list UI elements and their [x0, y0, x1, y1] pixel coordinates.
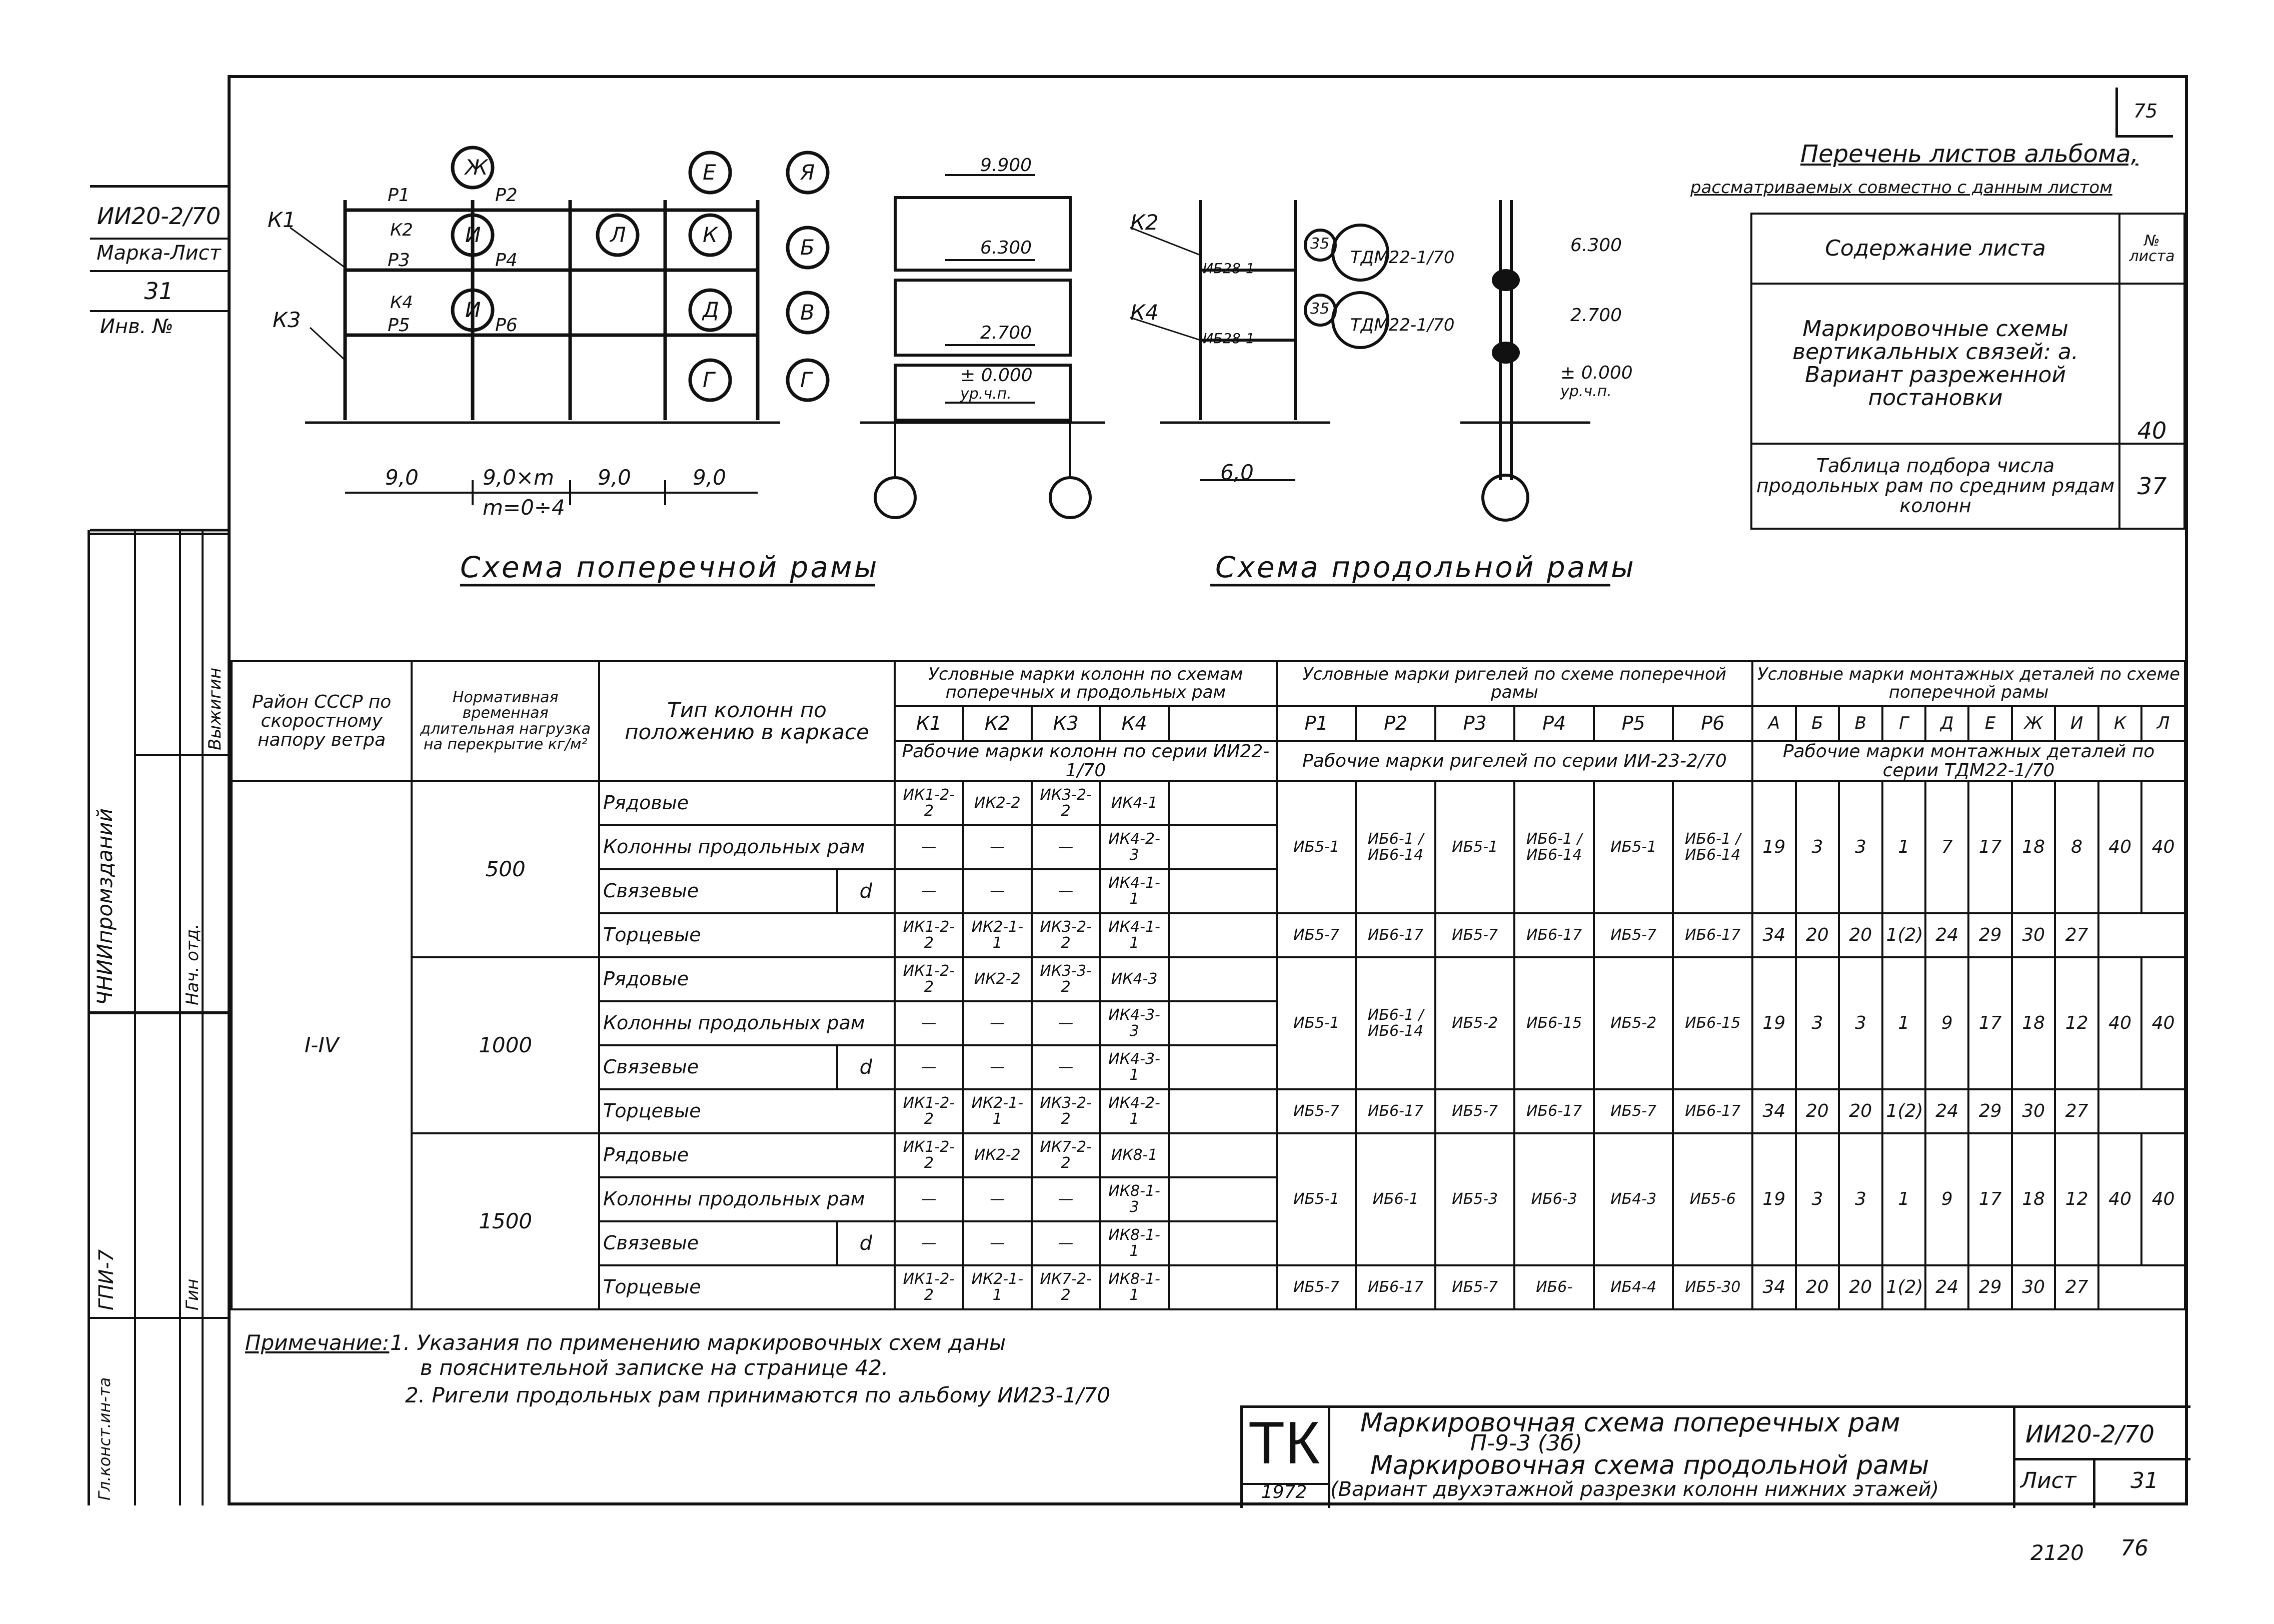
footer-num-1: 2120	[2030, 1540, 2084, 1565]
footer-num-2: 76	[2120, 1535, 2148, 1561]
hdr-d-4: Д	[1925, 706, 1968, 741]
rig-mark-cell: ИБ6-17	[1673, 1089, 1752, 1133]
long-det-series-2: ТДМ22-1/70	[1350, 315, 1455, 335]
type-cell: Связевые	[599, 1045, 837, 1089]
long-det-series-1: ТДМ22-1/70	[1350, 248, 1455, 268]
type-cell: Рядовые	[599, 957, 895, 1001]
list-table	[1750, 213, 2185, 530]
col-mark-cell: —	[963, 869, 1032, 913]
hdr-rig-series: Рабочие марки ригелей по серии ИИ-23-2/70	[1277, 741, 1752, 781]
det-mark-cell: 30	[2012, 913, 2055, 957]
col-mark-cell: ИК2-1-1	[963, 1265, 1032, 1309]
hdr-p5: Р5	[1594, 706, 1673, 741]
type-cell: Связевые	[599, 869, 837, 913]
rig-mark-cell: ИБ5-30	[1673, 1265, 1752, 1309]
det-mark-cell: 1	[1882, 1133, 1925, 1265]
hdr-k1: К1	[895, 706, 963, 741]
col-mark-cell: ИК4-3-3	[1100, 1001, 1169, 1045]
det-mark-cell: 34	[1752, 1089, 1795, 1133]
hdr-col-marks: Условные марки колонн по схемам поперечных и продольных рам	[895, 661, 1277, 706]
type-cell: Колонны продольных рам	[599, 1177, 895, 1221]
label-p6: Р6	[495, 315, 518, 336]
elev-level: ур.ч.п.	[960, 385, 1012, 403]
det-mark-cell: 17	[1968, 957, 2011, 1089]
det-mark-cell: 40	[2098, 1133, 2141, 1265]
long-label-k4: К4	[1130, 300, 1159, 325]
det-mark-cell: 40	[2141, 781, 2185, 913]
col-mark-cell: ИК3-2-2	[1032, 1089, 1100, 1133]
list-row-1-text: Маркировочные схемы вертикальных связей: а. Вариант разреженной постановки	[1751, 284, 2119, 444]
hdr-p3: Р3	[1435, 706, 1515, 741]
hdr-type: Тип колонн по положению в каркасе	[599, 661, 895, 781]
rig-mark-cell: ИБ6-1 / ИБ6-14	[1356, 781, 1435, 913]
det-mark-cell: 29	[1968, 913, 2011, 957]
empty-cell	[1169, 869, 1277, 913]
empty-cell	[1169, 1133, 1277, 1177]
signature-strip	[88, 530, 230, 1505]
empty-cell	[2098, 1265, 2185, 1309]
rig-mark-cell: ИБ5-3	[1435, 1133, 1515, 1265]
stamp-code: ИИ20-2/70	[97, 203, 221, 230]
load-cell: 1000	[412, 957, 599, 1133]
col-mark-cell: —	[895, 1045, 963, 1089]
col-mark-cell: ИК3-2-2	[1032, 781, 1100, 825]
long-elev-0000: ± 0.000	[1560, 363, 1633, 383]
col-mark-cell: ИК1-2-2	[895, 1133, 963, 1177]
col-mark-cell: ИК1-2-2	[895, 957, 963, 1001]
col-mark-cell: ИК1-2-2	[895, 913, 963, 957]
stamp-inv-label: Инв. №	[100, 315, 174, 338]
hdr-p1: Р1	[1277, 706, 1356, 741]
rig-mark-cell: ИБ5-2	[1435, 957, 1515, 1089]
label-k1: К1	[268, 208, 296, 232]
hdr-load: Нормативная временная длительная нагрузка на перекрытие кг/м²	[412, 661, 599, 781]
hdr-col-series: Рабочие марки колонн по серии ИИ22-1/70	[895, 741, 1277, 781]
col-mark-cell: ИК2-2	[963, 957, 1032, 1001]
col-mark-cell: ИК2-1-1	[963, 1089, 1032, 1133]
det-mark-cell: 19	[1752, 957, 1795, 1089]
det-mark-cell: 24	[1925, 1265, 1968, 1309]
col-mark-cell: —	[895, 1177, 963, 1221]
rig-mark-cell: ИБ4-3	[1594, 1133, 1673, 1265]
col-mark-cell: ИК2-1-1	[963, 913, 1032, 957]
rig-mark-cell: ИБ5-7	[1277, 913, 1356, 957]
hdr-d-7: И	[2055, 706, 2098, 741]
col-mark-cell: ИК3-2-2	[1032, 913, 1100, 957]
det-mark-cell: 27	[2055, 913, 2098, 957]
det-mark-cell: 9	[1925, 957, 1968, 1089]
title-year: 1972	[1261, 1482, 1307, 1502]
circle-label-zh: Ж	[465, 155, 488, 180]
empty-cell	[1169, 1265, 1277, 1309]
list-row-2-text: Таблица подбора числа продольных рам по средним рядам колонн	[1751, 444, 2119, 529]
rig-mark-cell: ИБ5-7	[1594, 913, 1673, 957]
col-mark-cell: ИК8-1-1	[1100, 1221, 1169, 1265]
det-mark-cell: 27	[2055, 1265, 2098, 1309]
rig-mark-cell: ИБ5-7	[1435, 913, 1515, 957]
col-mark-cell: ИК3-3-2	[1032, 957, 1100, 1001]
det-mark-cell: 8	[2055, 781, 2098, 913]
col-mark-cell: —	[1032, 1001, 1100, 1045]
hdr-p6: Р6	[1673, 706, 1752, 741]
hdr-d-9: Л	[2141, 706, 2185, 741]
rig-mark-cell: ИБ5-1	[1594, 781, 1673, 913]
label-p4: Р4	[495, 250, 518, 271]
rig-mark-cell: ИБ5-7	[1594, 1089, 1673, 1133]
hdr-p2: Р2	[1356, 706, 1435, 741]
empty-cell	[2098, 1089, 2185, 1133]
det-mark-cell: 1(2)	[1882, 913, 1925, 957]
table-row	[232, 1133, 2185, 1177]
span-4: 9,0	[693, 465, 726, 490]
label-k4: К4	[390, 293, 413, 313]
list-hdr-content: Содержание листа	[1751, 214, 2119, 284]
sig-name-1: Выжигин	[205, 667, 225, 750]
det-mark-cell: 12	[2055, 957, 2098, 1089]
span-3: 9,0	[598, 465, 631, 490]
det-mark-cell: 3	[1796, 1133, 1839, 1265]
col-mark-cell: ИК4-2-1	[1100, 1089, 1169, 1133]
det-mark-cell: 1(2)	[1882, 1089, 1925, 1133]
det-mark-cell: 19	[1752, 781, 1795, 913]
list-row-2-num: 37	[2119, 444, 2184, 529]
long-brace-2: ИБ28-1	[1203, 330, 1255, 347]
col-mark-cell: ИК8-1-1	[1100, 1265, 1169, 1309]
long-span: 6,0	[1220, 460, 1254, 485]
elev-9900: 9.900	[980, 155, 1032, 176]
det-mark-cell: 27	[2055, 1089, 2098, 1133]
col-mark-cell: —	[963, 825, 1032, 869]
det-mark-cell: 20	[1839, 1265, 1882, 1309]
note-2: 2. Ригели продольных рам принимаются по альбому ИИ23-1/70	[405, 1383, 1111, 1407]
col-mark-cell: ИК4-3-1	[1100, 1045, 1169, 1089]
rig-mark-cell: ИБ6-17	[1356, 1089, 1435, 1133]
det-mark-cell: 20	[1839, 913, 1882, 957]
hdr-k4: К4	[1100, 706, 1169, 741]
det-mark-cell: 9	[1925, 1133, 1968, 1265]
type-cell: Связевые	[599, 1221, 837, 1265]
col-mark-cell: —	[963, 1045, 1032, 1089]
span-2: 9,0×m	[483, 465, 554, 490]
det-mark-cell: 29	[1968, 1265, 2011, 1309]
title-code: ИИ20-2/70	[2025, 1420, 2154, 1448]
circle-label-k: К	[703, 223, 718, 247]
hdr-k-empty	[1169, 706, 1277, 741]
col-mark-cell: —	[963, 1221, 1032, 1265]
list-title-2: рассматриваемых совместно с данным листом	[1690, 178, 2112, 198]
col-mark-cell: ИК4-2-3	[1100, 825, 1169, 869]
det-mark-cell: 1	[1882, 957, 1925, 1089]
hdr-k2: К2	[963, 706, 1032, 741]
m-range: m=0÷4	[483, 495, 565, 520]
d-mark-cell: d	[837, 869, 895, 913]
det-mark-cell: 29	[1968, 1089, 2011, 1133]
det-mark-cell: 20	[1839, 1089, 1882, 1133]
region-cell: I-IV	[232, 781, 412, 1309]
empty-cell	[1169, 1045, 1277, 1089]
det-mark-cell: 20	[1796, 913, 1839, 957]
circle-label-g2: Г	[800, 368, 812, 392]
det-mark-cell: 20	[1796, 1265, 1839, 1309]
empty-cell	[1169, 1089, 1277, 1133]
col-mark-cell: ИК4-3	[1100, 957, 1169, 1001]
col-mark-cell: —	[1032, 1221, 1100, 1265]
col-mark-cell: —	[895, 1221, 963, 1265]
det-mark-cell: 18	[2012, 781, 2055, 913]
hdr-det-series: Рабочие марки монтажных деталей по серии ТДМ22-1/70	[1752, 741, 2185, 781]
rig-mark-cell: ИБ5-1	[1277, 781, 1356, 913]
hdr-d-6: Ж	[2012, 706, 2055, 741]
rig-mark-cell: ИБ5-6	[1673, 1133, 1752, 1265]
label-k3: К3	[273, 308, 301, 332]
label-p5: Р5	[388, 315, 410, 336]
label-p2: Р2	[495, 185, 518, 206]
long-frame-title: Схема продольной рамы	[1215, 550, 1636, 584]
long-elev-level: ур.ч.п.	[1560, 383, 1612, 400]
col-mark-cell: ИК8-1-3	[1100, 1177, 1169, 1221]
det-mark-cell: 18	[2012, 957, 2055, 1089]
rig-mark-cell: ИБ6-17	[1356, 1265, 1435, 1309]
det-mark-cell: 3	[1796, 957, 1839, 1089]
elev-6300: 6.300	[980, 238, 1032, 258]
rig-mark-cell: ИБ5-2	[1594, 957, 1673, 1089]
hdr-d-1: Б	[1796, 706, 1839, 741]
det-mark-cell: 1(2)	[1882, 1265, 1925, 1309]
col-mark-cell: —	[895, 825, 963, 869]
hdr-d-8: К	[2098, 706, 2141, 741]
list-hdr-num: № листа	[2119, 214, 2184, 284]
det-mark-cell: 17	[1968, 1133, 2011, 1265]
group2-name-1: Гин	[183, 1278, 203, 1310]
list-title-1: Перечень листов альбома,	[1800, 140, 2138, 168]
hdr-d-2: В	[1839, 706, 1882, 741]
col-mark-cell: ИК7-2-2	[1032, 1265, 1100, 1309]
rig-mark-cell: ИБ4-4	[1594, 1265, 1673, 1309]
empty-cell	[1169, 1001, 1277, 1045]
hdr-k3: К3	[1032, 706, 1100, 741]
empty-cell	[1169, 1221, 1277, 1265]
col-mark-cell: —	[1032, 1045, 1100, 1089]
col-mark-cell: —	[1032, 825, 1100, 869]
sig-role-1: Нач. отд.	[183, 923, 203, 1005]
d-mark-cell: d	[837, 1045, 895, 1089]
col-mark-cell: ИК1-2-2	[895, 1265, 963, 1309]
empty-cell	[1169, 957, 1277, 1001]
col-mark-cell: ИК1-2-2	[895, 1089, 963, 1133]
hdr-p4: Р4	[1514, 706, 1594, 741]
hdr-d-3: Г	[1882, 706, 1925, 741]
table-row	[232, 781, 2185, 825]
rig-mark-cell: ИБ6-17	[1673, 913, 1752, 957]
col-mark-cell: ИК2-2	[963, 781, 1032, 825]
det-mark-cell: 3	[1839, 781, 1882, 913]
long-elev-2700: 2.700	[1570, 305, 1622, 326]
notes-label: Примечание:	[245, 1330, 390, 1355]
col-mark-cell: —	[1032, 1177, 1100, 1221]
rig-mark-cell: ИБ5-7	[1435, 1089, 1515, 1133]
circle-label-d: Д	[703, 298, 719, 322]
rig-mark-cell: ИБ6-1	[1356, 1133, 1435, 1265]
rig-mark-cell: ИБ6-1 / ИБ6-14	[1673, 781, 1752, 913]
rig-mark-cell: ИБ6-15	[1673, 957, 1752, 1089]
empty-cell	[1169, 781, 1277, 825]
title-line-1: Маркировочная схема поперечных рам	[1360, 1408, 1900, 1438]
hdr-rig-marks: Условные марки ригелей по схеме поперечной рамы	[1277, 661, 1752, 706]
table-row	[232, 957, 2185, 1001]
long-elev-6300: 6.300	[1570, 235, 1622, 256]
type-cell: Торцевые	[599, 1089, 895, 1133]
empty-cell	[1169, 825, 1277, 869]
det-mark-cell: 24	[1925, 913, 1968, 957]
circle-label-i2: И	[465, 298, 481, 322]
rig-mark-cell: ИБ5-7	[1277, 1265, 1356, 1309]
det-mark-cell: 18	[2012, 1133, 2055, 1265]
title-sheet-label: Лист	[2020, 1468, 2076, 1493]
page-number: 75	[2115, 88, 2173, 138]
det-mark-cell: 34	[1752, 1265, 1795, 1309]
col-mark-cell: —	[963, 1001, 1032, 1045]
col-mark-cell: ИК4-1-1	[1100, 869, 1169, 913]
det-mark-cell: 7	[1925, 781, 1968, 913]
circle-label-e: Е	[703, 160, 716, 185]
circle-label-b: Б	[800, 235, 815, 260]
col-mark-cell: —	[1032, 869, 1100, 913]
label-k2: К2	[390, 220, 413, 240]
det-mark-cell: 3	[1796, 781, 1839, 913]
long-brace-1: ИБ28-1	[1203, 260, 1255, 277]
det-mark-cell: 3	[1839, 1133, 1882, 1265]
hdr-region: Район СССР по скоростному напору ветра	[232, 661, 412, 781]
det-mark-cell: 40	[2141, 1133, 2185, 1265]
hdr-det-marks: Условные марки монтажных деталей по схеме поперечной рамы	[1752, 661, 2185, 706]
rig-mark-cell: ИБ6-17	[1514, 913, 1594, 957]
det-mark-cell: 1	[1882, 781, 1925, 913]
group2-org: ГПИ-7	[95, 1249, 118, 1310]
empty-cell	[1169, 913, 1277, 957]
col-mark-cell: ИК7-2-2	[1032, 1133, 1100, 1177]
det-mark-cell: 40	[2098, 781, 2141, 913]
circle-label-i1: И	[465, 223, 481, 247]
load-cell: 1500	[412, 1133, 599, 1309]
elev-2700: 2.700	[980, 323, 1032, 343]
hdr-d-0: А	[1752, 706, 1795, 741]
main-table-grid	[231, 660, 2186, 1310]
long-det-num-1: 35	[1310, 235, 1330, 253]
rig-mark-cell: ИБ6-17	[1514, 1089, 1594, 1133]
load-cell: 500	[412, 781, 599, 957]
group2-role-1: Гл.конст.ин-та	[95, 1377, 114, 1500]
d-mark-cell: d	[837, 1221, 895, 1265]
rig-mark-cell: ИБ6-1 / ИБ6-14	[1356, 957, 1435, 1089]
col-mark-cell: ИК1-2-2	[895, 781, 963, 825]
type-cell: Колонны продольных рам	[599, 825, 895, 869]
col-mark-cell: ИК2-2	[963, 1133, 1032, 1177]
circle-label-ya: Я	[800, 160, 815, 185]
long-det-num-2: 35	[1310, 300, 1330, 318]
empty-cell	[2098, 913, 2185, 957]
rig-mark-cell: ИБ5-1	[1277, 957, 1356, 1089]
det-mark-cell: 40	[2098, 957, 2141, 1089]
col-mark-cell: ИК8-1	[1100, 1133, 1169, 1177]
stamp-mark-label: Марка-Лист	[97, 242, 221, 265]
det-mark-cell: 24	[1925, 1089, 1968, 1133]
det-mark-cell: 19	[1752, 1133, 1795, 1265]
rig-mark-cell: ИБ6-3	[1514, 1133, 1594, 1265]
rig-mark-cell: ИБ5-1	[1435, 781, 1515, 913]
long-label-k2: К2	[1130, 210, 1159, 235]
title-line-2: П-9-3 (3б)	[1470, 1430, 1583, 1456]
type-cell: Колонны продольных рам	[599, 1001, 895, 1045]
label-p3: Р3	[388, 250, 410, 271]
det-mark-cell: 40	[2141, 957, 2185, 1089]
col-mark-cell: —	[895, 869, 963, 913]
circle-label-v: В	[800, 300, 815, 325]
stamp-sheet-num: 31	[144, 278, 174, 305]
det-mark-cell: 30	[2012, 1265, 2055, 1309]
tk-logo: ТК	[1248, 1409, 1320, 1476]
type-cell: Рядовые	[599, 1133, 895, 1177]
left-stamp	[90, 185, 228, 535]
col-mark-cell: ИК4-1-1	[1100, 913, 1169, 957]
elev-0000: ± 0.000	[960, 365, 1033, 386]
det-mark-cell: 20	[1796, 1089, 1839, 1133]
label-p1: Р1	[388, 185, 410, 206]
col-mark-cell: —	[963, 1177, 1032, 1221]
main-table	[231, 660, 2186, 1330]
circle-label-g1: Г	[703, 368, 715, 392]
title-sheet-num: 31	[2130, 1468, 2158, 1493]
type-cell: Торцевые	[599, 1265, 895, 1309]
span-1: 9,0	[385, 465, 419, 490]
det-mark-cell: 30	[2012, 1089, 2055, 1133]
type-cell: Рядовые	[599, 781, 895, 825]
title-line-3: Маркировочная схема продольной рамы	[1370, 1450, 1929, 1480]
det-mark-cell: 17	[1968, 781, 2011, 913]
circle-label-l: Л	[610, 223, 626, 247]
det-mark-cell: 12	[2055, 1133, 2098, 1265]
note-1a: 1. Указания по применению маркировочных схем даны	[390, 1330, 1006, 1355]
rig-mark-cell: ИБ5-1	[1277, 1133, 1356, 1265]
rig-mark-cell: ИБ6-17	[1356, 913, 1435, 957]
rig-mark-cell: ИБ6-15	[1514, 957, 1594, 1089]
note-1b: в пояснительной записке на странице 42.	[420, 1355, 889, 1380]
list-row-1-num: 40	[2119, 284, 2184, 444]
title-line-4: (Вариант двухэтажной разрезки колонн нижних этажей)	[1330, 1478, 1939, 1501]
cross-frame-title: Схема поперечной рамы	[460, 550, 879, 584]
rig-mark-cell: ИБ6-1 / ИБ6-14	[1514, 781, 1594, 913]
type-cell: Торцевые	[599, 913, 895, 957]
org-name: ЧНИИпромзданий	[93, 808, 117, 1005]
rig-mark-cell: ИБ5-7	[1435, 1265, 1515, 1309]
rig-mark-cell: ИБ6-	[1514, 1265, 1594, 1309]
col-mark-cell: —	[895, 1001, 963, 1045]
det-mark-cell: 34	[1752, 913, 1795, 957]
hdr-d-5: Е	[1968, 706, 2011, 741]
rig-mark-cell: ИБ5-7	[1277, 1089, 1356, 1133]
det-mark-cell: 3	[1839, 957, 1882, 1089]
empty-cell	[1169, 1177, 1277, 1221]
col-mark-cell: ИК4-1	[1100, 781, 1169, 825]
